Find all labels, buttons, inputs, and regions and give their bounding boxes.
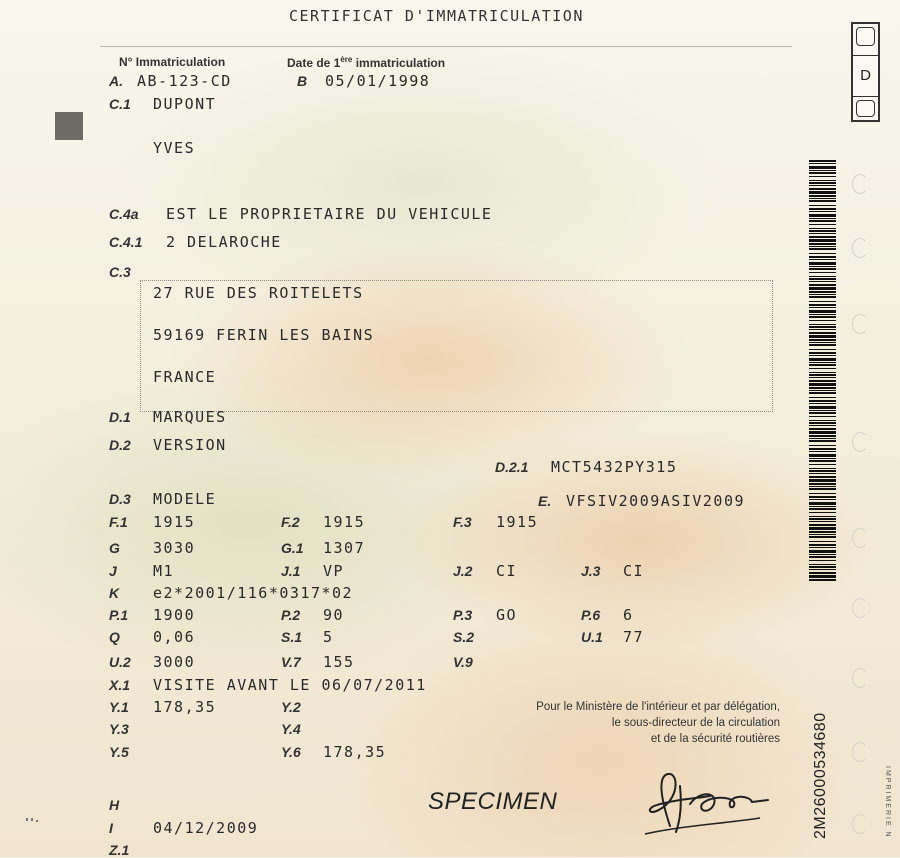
field-p2-code: P.2 [281,607,301,623]
barcode-bar [809,483,836,485]
barcode-bar [809,294,836,295]
field-p2-value: 90 [323,606,345,624]
field-b-code: B [297,73,308,89]
field-p1-code: P.1 [109,607,129,623]
field-e-value: VFSIV2009ASIV2009 [566,492,746,510]
barcode-bar [809,355,836,356]
field-s1-code: S.1 [281,629,303,645]
barcode-bar [809,266,836,267]
barcode-bar [809,163,836,164]
specimen-stamp: SPECIMEN [428,788,558,815]
barcode-bar [809,516,836,517]
barcode-bar [809,246,836,247]
side-box [851,22,880,122]
barcode-bar [809,320,836,321]
field-v7-code: V.7 [281,654,301,670]
barcode-bar [809,445,836,446]
barcode-bar [809,368,836,369]
barcode-bar [809,218,836,219]
barcode-bar [809,473,836,474]
barcode-bar [809,342,836,343]
signature [640,766,780,838]
barcode-bar [809,332,836,334]
barcode-bar [809,301,836,302]
barcode-bar [809,550,836,553]
barcode-bar [809,377,836,378]
barcode-bar [809,220,836,222]
barcode-bar [809,326,836,328]
barcode-bar [809,566,836,568]
barcode-bar [809,276,836,277]
barcode-bar [809,362,836,363]
barcode-bar [809,374,836,376]
left-edge-marks [26,818,40,822]
barcode-bar [809,358,836,361]
field-p3-value: GO [496,606,518,624]
binder-hole [852,668,868,688]
field-c1-surname: DUPONT [153,95,217,113]
barcode-bar [809,364,836,366]
barcode-bar [809,224,836,225]
black-marker-square [55,112,83,140]
field-c3-code: C.3 [109,264,131,280]
barcode-bar [809,262,836,265]
barcode-bar [809,410,836,411]
field-d1-code: D.1 [109,409,131,425]
field-c41-value: 2 DELAROCHE [166,233,282,251]
barcode-bar [809,440,836,442]
barcode-bar [809,198,836,199]
field-y4-code: Y.4 [281,721,301,737]
barcode-bar [809,307,836,308]
binder-hole [852,314,868,334]
field-c4a-value: EST LE PROPRIETAIRE DU VEHICULE [166,205,493,223]
field-k-code: K [109,585,120,601]
barcode-bar [809,335,836,338]
barcode-bar [809,259,836,260]
barcode-bar [809,464,836,465]
field-x1-code: X.1 [109,677,131,693]
first-registration-date-label: Date de 1ère immatriculation [287,55,446,70]
barcode-bar [809,521,836,522]
field-u2-code: U.2 [109,654,131,670]
barcode [809,160,836,582]
field-d2-value: VERSION [153,436,227,454]
barcode-bar [809,324,836,325]
barcode-bar [809,185,836,186]
barcode-bar [809,428,836,430]
field-q-value: 0,06 [153,628,196,646]
field-j3-code: J.3 [581,563,601,579]
barcode-bar [809,512,836,513]
barcode-bar [809,406,836,409]
field-s1-value: 5 [323,628,334,646]
barcode-bar [809,387,836,389]
barcode-bar [809,527,836,530]
barcode-bar [809,208,836,210]
barcode-bar [809,172,836,174]
field-g1-code: G.1 [281,540,304,556]
field-f1-value: 1915 [153,513,196,531]
barcode-bar [809,448,836,450]
field-j2-value: CI [496,562,518,580]
barcode-bar [809,233,836,234]
barcode-bar [809,339,836,341]
barcode-bar [809,556,836,558]
barcode-bar [809,438,836,439]
barcode-bar [809,569,836,570]
immatriculation-label: N° Immatriculation [119,55,226,69]
field-p3-code: P.3 [453,607,473,623]
field-f3-code: F.3 [453,514,472,530]
barcode-bar [809,486,836,487]
field-k-value: e2*2001/116*0317*02 [153,584,354,602]
field-c1-code: C.1 [109,96,131,112]
barcode-bar [809,170,836,171]
field-e-code: E. [538,493,552,509]
field-c41-code: C.4.1 [109,234,143,250]
barcode-bar [809,488,836,490]
field-j1-code: J.1 [281,563,301,579]
field-g1-value: 1307 [323,539,366,557]
field-d21-value: MCT5432PY315 [551,458,678,476]
field-p6-code: P.6 [581,607,601,623]
field-q-code: Q [109,629,120,645]
field-j1-value: VP [323,562,345,580]
top-checkbox [856,27,875,46]
barcode-bar [809,182,836,184]
binder-hole [852,528,868,548]
barcode-bar [809,236,836,238]
barcode-bar [809,281,836,282]
barcode-bar [809,253,836,254]
field-f1-code: F.1 [109,514,128,530]
barcode-bar [809,392,836,394]
barcode-bar [809,200,836,202]
field-y2-code: Y.2 [281,699,301,715]
field-h-code: H [109,797,120,813]
barcode-bar [809,435,836,437]
barcode-bar [809,458,836,459]
field-v7-value: 155 [323,653,355,671]
field-g-code: G [109,540,120,556]
barcode-bar [809,476,836,478]
binder-hole [852,174,868,194]
barcode-bar [809,508,836,510]
barcode-bar [809,431,836,434]
field-y3-code: Y.3 [109,721,129,737]
field-u1-code: U.1 [581,629,603,645]
barcode-bar [809,499,836,500]
printer-mark: IMPRIMERIE N [884,766,891,839]
field-j-code: J [109,563,117,579]
barcode-bar [809,372,836,373]
barcode-bar [809,166,836,169]
field-j-value: M1 [153,562,175,580]
field-y6-value: 178,35 [323,743,387,761]
barcode-bar [809,575,836,578]
barcode-bar [809,560,836,561]
barcode-bar [809,228,836,229]
barcode-bar [809,403,836,404]
barcode-bar [809,211,836,212]
field-y5-code: Y.5 [109,744,129,760]
barcode-bar [809,352,836,354]
barcode-bar [809,248,836,250]
ministry-line-2: le sous-directeur de la circulation [611,717,780,729]
barcode-bar [809,310,836,313]
barcode-bar [809,349,836,350]
barcode-bar [809,496,836,498]
barcode-bar [809,460,836,462]
barcode-bar [809,502,836,505]
field-d1-value: MARQUES [153,408,227,426]
field-c1-firstname: YVES [153,139,196,157]
bottom-checkbox [856,100,875,117]
field-d3-value: MODELE [153,490,217,508]
address-line-2: 59169 FERIN LES BAINS [153,326,375,344]
binder-hole [852,598,868,618]
address-line-3: FRANCE [153,368,217,386]
barcode-bar [809,531,836,533]
field-f2-value: 1915 [323,513,366,531]
barcode-bar [809,383,836,386]
barcode-bar [809,534,836,535]
field-c4a-code: C.4a [109,206,139,222]
field-z1-code: Z.1 [109,842,130,858]
barcode-bar [809,425,836,426]
barcode-bar [809,314,836,315]
field-d2-code: D.2 [109,437,131,453]
barcode-bar [809,412,836,414]
field-p1-value: 1900 [153,606,196,624]
barcode-bar [809,230,836,232]
field-x1-value: VISITE AVANT LE 06/07/2011 [153,676,427,694]
barcode-bar [809,205,836,206]
ministry-line-1: Pour le Ministère de l'intérieur et par délégation, [536,701,780,713]
field-u2-value: 3000 [153,653,196,671]
barcode-bar [809,454,836,457]
field-a-code: A. [109,73,123,89]
barcode-bar [809,416,836,417]
field-a-value: AB-123-CD [137,72,232,90]
barcode-bar [809,195,836,197]
barcode-bar [809,344,836,346]
field-s2-code: S.2 [453,629,475,645]
barcode-bar [809,518,836,520]
barcode-bar [809,176,836,177]
barcode-bar [809,554,836,555]
field-y1-code: Y.1 [109,699,129,715]
barcode-bar [809,400,836,402]
field-j2-code: J.2 [453,563,473,579]
barcode-bar [809,451,836,452]
barcode-bar [809,544,836,546]
barcode-bar [809,239,836,242]
barcode-bar [809,291,836,293]
field-u1-value: 77 [623,628,645,646]
barcode-bar [809,390,836,391]
barcode-bar [809,380,836,382]
barcode-bar [809,287,836,290]
serial-number: 2M26000534680 [812,712,829,839]
binder-hole [852,742,868,762]
barcode-bar [809,468,836,469]
side-box-letter: D [853,55,878,97]
barcode-bar [809,536,836,538]
barcode-bar [809,547,836,548]
barcode-bar [809,541,836,542]
barcode-bar [809,470,836,472]
barcode-bar [809,268,836,270]
barcode-bar [809,256,836,258]
field-i-value: 04/12/2009 [153,819,259,837]
barcode-bar [809,493,836,494]
barcode-bar [809,420,836,421]
barcode-bar [809,296,836,298]
barcode-bar [809,506,836,507]
barcode-bar [809,214,836,217]
barcode-bar [809,479,836,482]
barcode-bar [809,304,836,306]
barcode-bar [809,564,836,565]
field-i-code: I [109,820,113,836]
binder-hole [852,814,868,834]
barcode-bar [809,329,836,330]
barcode-bar [809,397,836,398]
barcode-bar [809,191,836,194]
barcode-bar [809,316,836,318]
field-f3-value: 1915 [496,513,539,531]
field-y1-value: 178,35 [153,698,217,716]
barcode-bar [809,278,836,280]
field-j3-value: CI [623,562,645,580]
binder-hole [852,432,868,452]
barcode-bar [809,572,836,574]
field-g-value: 3030 [153,539,196,557]
field-y6-code: Y.6 [281,744,301,760]
barcode-bar [809,272,836,273]
barcode-bar [809,160,836,162]
barcode-bar [809,579,836,581]
document-title: CERTIFICAT D'IMMATRICULATION [289,7,584,25]
header-divider [100,46,792,47]
ministry-line-3: et de la sécurité routières [650,733,780,745]
barcode-bar [809,524,836,526]
field-p6-value: 6 [623,606,634,624]
field-f2-code: F.2 [281,514,300,530]
field-v9-code: V.9 [453,654,473,670]
barcode-bar [809,422,836,424]
field-b-value: 05/01/1998 [325,72,431,90]
binder-hole [852,238,868,258]
barcode-bar [809,284,836,286]
address-line-1: 27 RUE DES ROITELETS [153,284,364,302]
barcode-bar [809,188,836,190]
field-d21-code: D.2.1 [495,459,529,475]
barcode-bar [809,243,836,245]
field-d3-code: D.3 [109,491,131,507]
barcode-bar [809,180,836,181]
